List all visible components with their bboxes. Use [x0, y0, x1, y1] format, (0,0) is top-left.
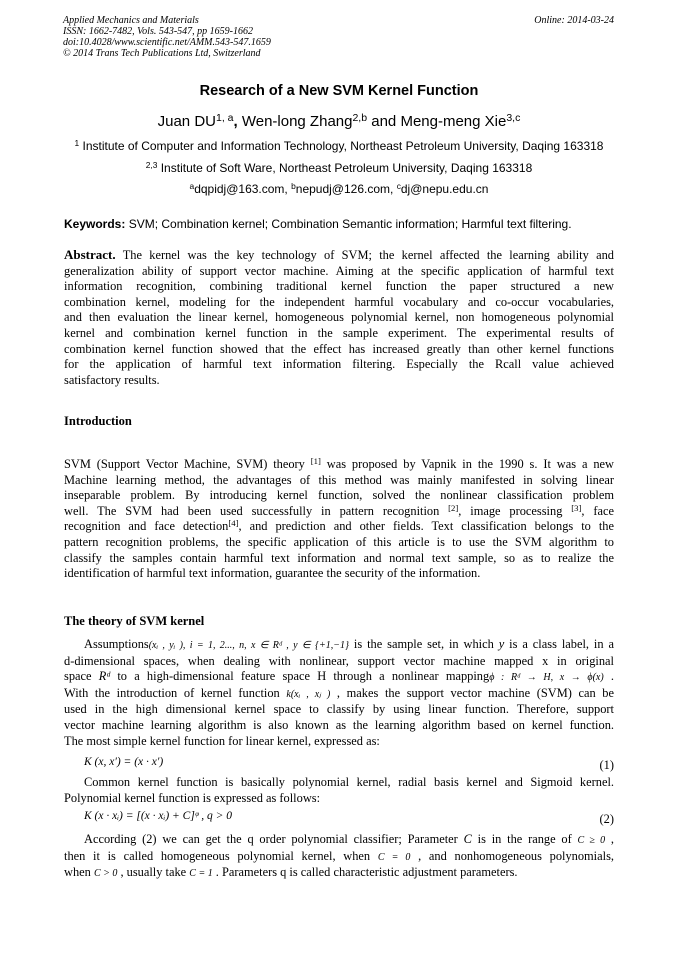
inline-math: C — [463, 832, 472, 846]
online-date: Online: 2014-03-24 — [534, 15, 614, 26]
email-text: nepudj@126.com, — [295, 182, 397, 196]
affiliation-2 — [0, 161, 678, 175]
text-run: to a high-dimensional feature space H through a nonlinear mapping — [110, 669, 490, 684]
author-name: Wen-long Zhang — [241, 113, 353, 130]
polynomial-paragraph — [64, 775, 614, 806]
text-run: , makes the support vector machine (SVM) can be — [330, 685, 614, 700]
paragraph-line: Common kernel function is basically polynomial kernel, radial basis kernel and Sigmoid kernel. — [84, 775, 614, 789]
citation-ref: [4] — [228, 518, 239, 529]
author-line — [0, 113, 678, 130]
author-name: Meng-meng Xie — [400, 113, 507, 130]
text-run: space — [64, 669, 99, 684]
inline-math: y — [498, 637, 505, 651]
section-heading-introduction: Introduction — [64, 414, 132, 428]
paper-title: Research of a New SVM Kernel Function — [199, 83, 479, 99]
equation-number-1: (1) — [599, 758, 614, 772]
abstract-line: combination kernel function showed that the effect has increased greatly than other kernel functions — [64, 341, 614, 356]
abstract-line: and then evaluation the linear kernel, homogeneous polynomial kernel, non homogeneous polynomial — [64, 310, 614, 325]
paragraph-line — [64, 637, 614, 654]
affiliation-text: Institute of Computer and Information Technology, Northeast Petroleum University, Daqing 163318 — [79, 139, 604, 153]
section-heading-theory: The theory of SVM kernel — [64, 614, 205, 628]
author-separator: , — [233, 113, 242, 130]
text-run: is a class label, in a — [504, 637, 614, 651]
paragraph-line: d-dimensional spaces, when dealing with nonlinear, support vector machine mapped x in original — [64, 653, 614, 668]
email-superscript: a — [189, 181, 195, 192]
affiliation-superscript: 2,3 — [145, 160, 158, 171]
journal-name: Applied Mechanics and Materials — [63, 15, 199, 26]
inline-math: Rᵈ — [98, 669, 111, 684]
affiliation-text: Institute of Soft Ware, Northeast Petroleum University, Daqing 163318 — [157, 161, 533, 175]
text-run: . — [603, 669, 614, 684]
paragraph-line: inseparable problem. By introducing kernel function, solved the nonlinear classification problem — [64, 488, 614, 503]
abstract — [64, 247, 614, 388]
text-run: , and nonhomogeneous polynomials, — [410, 848, 614, 863]
paragraph-line — [64, 504, 614, 520]
keywords-text: SVM; Combination kernel; Combination Semantic information; Harmful text filtering. — [125, 217, 572, 231]
inline-math: (xᵢ , yᵢ ), i = 1, 2..., n, x ∈ Rᵈ , y ∈ {+1,−1} — [148, 640, 349, 651]
paragraph-line: The most simple kernel function for linear kernel, expressed as: — [64, 733, 380, 748]
keywords-label: Keywords: — [64, 217, 126, 231]
text-run: . Parameters q is called characteristic adjustment parameters. — [212, 865, 518, 880]
text-run: Assumptions — [84, 637, 149, 651]
text-run: is in the range of — [471, 832, 578, 846]
paragraph-line — [64, 832, 614, 849]
paragraph-line — [64, 849, 614, 866]
text-run: SVM (Support Vector Machine, SVM) theory — [64, 457, 311, 471]
author-superscript: 2,b — [352, 112, 368, 125]
abstract-line: satisfactory results. — [64, 372, 160, 387]
affiliation-superscript: 1 — [74, 138, 80, 149]
paragraph-line: Polynomial kernel function is expressed as follows: — [64, 790, 321, 805]
doi-line: doi:10.4028/www.scientific.net/AMM.543-547.1659 — [63, 37, 271, 48]
abstract-line — [64, 247, 614, 264]
inline-math: C ≥ 0 — [577, 835, 606, 846]
text-run: well. The SVM had been used successfully in pattern recognition — [64, 503, 449, 518]
equation-2: K (x · xᵢ) = [(x · xᵢ) + C]ᵠ , q > 0 — [84, 810, 232, 822]
author-separator: and — [367, 113, 401, 130]
text-run: is the sample set, in which — [348, 637, 499, 651]
citation-ref: [3] — [571, 502, 582, 513]
affiliation-1 — [0, 139, 678, 153]
author-name: Juan DU — [157, 113, 216, 130]
email-superscript: b — [291, 181, 296, 192]
issn-line: ISSN: 1662-7482, Vols. 543-547, pp 1659-1662 — [63, 26, 253, 37]
paragraph-line: vector machine learning algorithm is also known as the learning algorithm based on kernel function. — [64, 717, 614, 732]
text-run: was proposed by Vapnik in the 1990 s. It was a new — [320, 457, 614, 471]
citation-ref: [2] — [448, 502, 459, 513]
text-run: , and prediction and other fields. Text classification belongs to the — [238, 519, 615, 534]
text-run: , face — [581, 503, 614, 518]
abstract-line: generalization ability of support vector machine. Aiming at the specific application of harmful text — [64, 263, 614, 278]
inline-math: C = 1 — [189, 868, 213, 880]
email-text: dqpidj@163.com, — [194, 182, 292, 196]
paragraph-line: Machine learning method, the advantages of this method was mainly manifested in solving linear — [64, 472, 614, 487]
inline-math: C = 0 — [377, 851, 411, 863]
paragraph-line — [64, 669, 614, 686]
paragraph-line — [64, 457, 614, 473]
keywords — [64, 217, 572, 231]
text-run: when — [64, 865, 94, 880]
text-run: recognition and face detection — [64, 519, 229, 534]
equation-1: K (x, x′) = (x · x′) — [84, 756, 164, 768]
inline-math: ϕ : Rᵈ → H, x → ϕ(x) — [489, 672, 604, 684]
introduction-paragraph — [64, 457, 614, 582]
abstract-label: Abstract. — [64, 247, 116, 262]
paragraph-line: used in the high dimensional kernel space to classify by using linear function. Therefore, support — [64, 702, 614, 717]
abstract-line: for the application of harmful text information filtering. Especially the Rcall value achieved — [64, 357, 614, 372]
inline-math: k(xᵢ , xⱼ ) — [286, 688, 331, 700]
text-run: According (2) we can get the q order polynomial classifier; Parameter — [84, 832, 464, 846]
email-text: dj@nepu.edu.cn — [400, 182, 489, 196]
journal-metadata — [63, 15, 271, 59]
text-run: With the introduction of kernel function — [64, 685, 287, 700]
abstract-line-text: The kernel was the key technology of SVM; the kernel affected the learning ability and — [115, 248, 614, 262]
copyright-line: © 2014 Trans Tech Publications Ltd, Switzerland — [63, 48, 261, 59]
inline-math: C > 0 — [93, 868, 118, 880]
author-superscript: 1, a — [215, 112, 234, 125]
abstract-line: combination kernel, modeling for the independent harmful vocabulary and co-occur vocabularies, — [64, 294, 614, 309]
equation-number-2: (2) — [599, 812, 614, 826]
abstract-line: information recognition, combining traditional kernel function the paper structured a new — [64, 279, 614, 294]
paragraph-line — [64, 865, 614, 882]
paragraph-line — [64, 686, 614, 703]
text-run: , image processing — [458, 503, 572, 518]
citation-ref: [1] — [310, 456, 321, 467]
theory-paragraph — [64, 637, 614, 749]
author-superscript: 3,c — [506, 112, 521, 125]
email-superscript: c — [396, 181, 401, 192]
text-run: , — [605, 832, 614, 846]
paragraph-line — [64, 519, 614, 535]
text-run: then it is called homogeneous polynomial kernel, when — [64, 848, 378, 863]
paragraph-line: identification of harmful text information, guarantee the security of the information. — [64, 566, 481, 581]
abstract-line: kernel and combination kernel function in the sample experiment. The experimental results of — [64, 325, 614, 340]
parameter-paragraph — [64, 832, 614, 882]
paragraph-line: classify the samples contain harmful text information and normal text sample, so as to realize the — [64, 550, 614, 565]
author-emails — [0, 182, 678, 196]
text-run: , usually take — [117, 865, 190, 880]
paragraph-line: pattern recognition problems, the specific application of this article is to use the SVM algorithm to — [64, 534, 614, 549]
